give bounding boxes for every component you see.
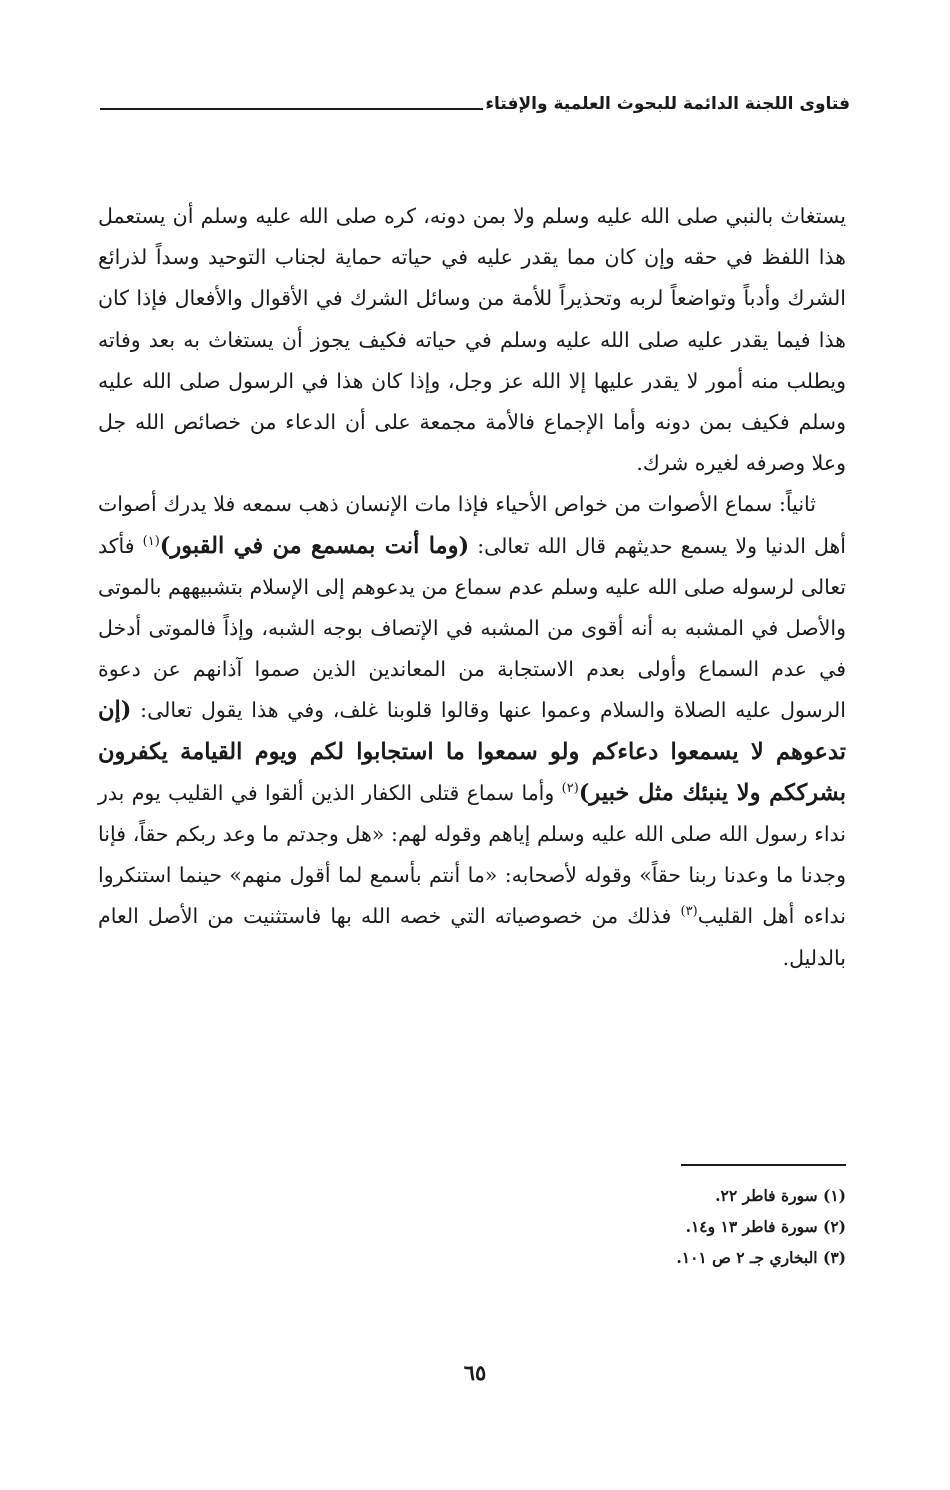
footnote-separator	[681, 1164, 846, 1166]
paragraph-2-end: فذلك من خصوصياته التي خصه الله بها فاستثنيت من الأصل العام بالدليل.	[98, 904, 846, 970]
header-rule	[100, 108, 483, 110]
quran-verse-1: (وما أنت بمسمع من في القبور)	[159, 532, 470, 559]
paragraph-2	[98, 484, 846, 978]
paragraph-2-middle: فأكد تعالى لرسوله صلى الله عليه وسلم عدم سماع من يدعوهم إلى الإسلام بتشبيههم بالموتى والأصل في المشبه به أنه أقوى من المشبه في الإتصاف بوجه الشبه، وإذاً فالموتى أدخل في عدم السماع وأولى بعدم الاستجابة من المعاندين الذين صموا آذانهم عن دعوة الرسول عليه الصلاة والسلام وعموا عنها وقالوا قلوبنا غلف، وفي هذا يقول تعالى:	[98, 533, 846, 723]
footnote-ref-1: (١)	[142, 533, 160, 549]
footnote-1: (١) سورة فاطر ٢٢.	[715, 1186, 846, 1205]
footnote-ref-2: (٢)	[561, 781, 579, 797]
quran-verse-2: (إن تدعوهم لا يسمعوا دعاءكم ولو سمعوا ما استجابوا لكم ويوم القيامة يكفرون بشرككم ولا ينبئك مثل خبير)	[98, 697, 847, 806]
footnote-2: (٢) سورة فاطر ١٣ و١٤.	[685, 1217, 846, 1236]
main-text	[98, 196, 846, 979]
running-header	[100, 86, 850, 114]
paragraph-2-hadith: وأما سماع قتلى الكفار الذين ألقوا في القليب يوم بدر نداء رسول الله صلى الله عليه وسلم إياهم وقوله لهم: «هل وجدتم ما وعد ربكم حقاً، فإنا وجدنا ما وعدنا ربنا حقاً» وقوله لأصحابه: «ما أنتم بأسمع لما أقول منهم» حينما استنكروا نداءه أهل القليب	[98, 780, 846, 929]
paragraph-2-intro: ثانياً: سماع الأصوات من خواص الأحياء فإذا مات الإنسان ذهب سمعه فلا يدرك أصوات أهل الدنيا ولا يسمع حديثهم قال الله تعالى:	[98, 492, 846, 558]
paragraph-1: يستغاث بالنبي صلى الله عليه وسلم ولا بمن دونه، كره صلى الله عليه وسلم أن يستعمل هذا اللفظ في حقه وإن كان مما يقدر عليه في حياته حماية لجناب التوحيد وسداً لذرائع الشرك وأدباً وتواضعاً لربه وتحذيراً للأمة من وسائل الشرك في الأقوال والأفعال فإذا كان هذا فيما يقدر عليه صلى الله عليه وسلم في حياته فكيف يجوز أن يستغاث به بعد وفاته ويطلب منه أمور لا يقدر عليها إلا الله عز وجل، وإذا كان هذا في الرسول صلى الله عليه وسلم فكيف بمن دونه وأما الإجماع فالأمة مجمعة على أن الدعاء من خصائص الله جل وعلا وصرفه لغيره شرك.	[98, 204, 846, 476]
footnotes	[300, 1180, 846, 1273]
book-title: فتاوى اللجنة الدائمة للبحوث العلمية والإفتاء	[485, 94, 850, 114]
footnote-ref-3: (٣)	[680, 904, 698, 920]
footnote-3: (٣) البخاري جـ ٢ ص ١٠١.	[676, 1248, 846, 1267]
page-number: ٦٥	[463, 1360, 487, 1385]
